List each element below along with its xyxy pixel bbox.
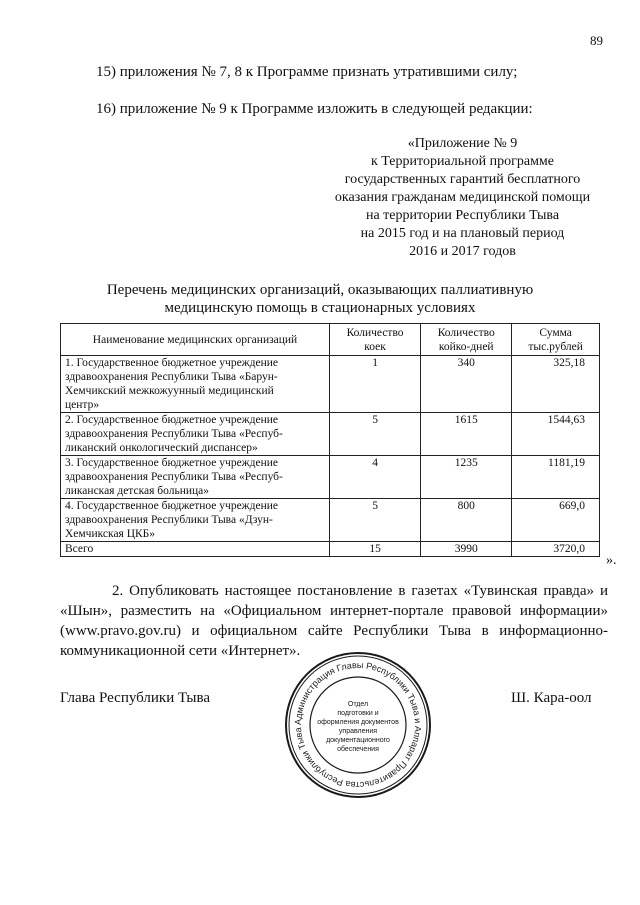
signature-name: Ш. Кара-оол bbox=[511, 690, 592, 706]
org-name-line: здравоохранения Республики Тыва «Дзун- bbox=[65, 514, 273, 526]
org-name-line: ликанский онкологический диспансер» bbox=[65, 442, 258, 454]
org-name-line: 4. Государственное бюджетное учреждение bbox=[65, 500, 278, 512]
org-name-line: здравоохранения Республики Тыва «Барун- bbox=[65, 371, 278, 383]
org-name-line: ликанская детская больница» bbox=[65, 485, 210, 497]
org-name-line: здравоохранения Республики Тыва «Респуб- bbox=[65, 471, 283, 483]
appendix-line: на 2015 год и на плановый период bbox=[360, 226, 565, 241]
sum-cell: 325,18 bbox=[512, 356, 600, 413]
appendix-line: 2016 и 2017 годов bbox=[409, 244, 516, 259]
list-title-line: Перечень медицинских организаций, оказывающих паллиативную bbox=[106, 282, 534, 298]
table-header-row bbox=[61, 324, 600, 356]
header-bed-days bbox=[421, 324, 512, 356]
org-name-line: здравоохранения Республики Тыва «Респуб- bbox=[65, 428, 283, 440]
bed-days-cell: 1235 bbox=[421, 456, 512, 499]
total-sum: 3720,0 bbox=[512, 542, 600, 557]
appendix-heading bbox=[300, 135, 625, 261]
stamp-ring-text: Администрация Главы Республики Тыва и Аппарат Правительства Республики Тыва bbox=[292, 659, 424, 791]
table-row bbox=[61, 413, 600, 456]
appendix-line: оказания гражданам медицинской помощи bbox=[334, 190, 591, 205]
appendix-line: на территории Республики Тыва bbox=[365, 208, 560, 223]
bed-days-cell: 340 bbox=[421, 356, 512, 413]
appendix-line: «Приложение № 9 bbox=[407, 136, 518, 151]
sum-cell: 1181,19 bbox=[512, 456, 600, 499]
closing-quote-mark: ». bbox=[606, 553, 617, 568]
stamp-center-line: управления bbox=[338, 728, 378, 735]
org-name-line: 3. Государственное бюджетное учреждение bbox=[65, 457, 278, 469]
header-name: Наименование медицинских организаций bbox=[61, 324, 330, 356]
sum-cell: 1544,63 bbox=[512, 413, 600, 456]
list-title bbox=[60, 281, 580, 317]
beds-cell: 1 bbox=[330, 356, 421, 413]
beds-cell: 5 bbox=[330, 499, 421, 542]
header-days-line: койко-дней bbox=[438, 340, 494, 353]
stamp-center-line: подготовки и bbox=[337, 710, 379, 717]
bed-days-cell: 1615 bbox=[421, 413, 512, 456]
org-name-line: 1. Государственное бюджетное учреждение bbox=[65, 357, 278, 369]
page-number: 89 bbox=[590, 33, 603, 48]
item-15: 15) приложения № 7, 8 к Программе признать утратившими силу; bbox=[96, 64, 518, 80]
publish-paragraph: 2. Опубликовать настоящее постановление в газетах «Тувинская правда» и «Шын», разместить на «Официальном интернет-портале правовой информации» (www.pravo.gov.ru) и официальном сайте Республики Тыва в информационно-коммуникационной сети «Интернет». bbox=[60, 583, 608, 659]
header-sum bbox=[512, 324, 600, 356]
org-name-cell bbox=[61, 499, 330, 542]
total-beds: 15 bbox=[330, 542, 421, 557]
item-16: 16) приложение № 9 к Программе изложить в следующей редакции: bbox=[96, 101, 533, 117]
org-name-line: Хемчикский межкожуунный медицинский bbox=[65, 385, 274, 397]
sum-cell: 669,0 bbox=[512, 499, 600, 542]
organizations-table bbox=[60, 323, 600, 557]
org-name-line: Хемчикская ЦКБ» bbox=[65, 528, 156, 540]
stamp-center-line: оформления документов bbox=[317, 719, 399, 726]
signature-position: Глава Республики Тыва bbox=[60, 690, 211, 706]
bed-days-cell: 800 bbox=[421, 499, 512, 542]
appendix-line: к Территориальной программе bbox=[370, 154, 555, 169]
org-name-cell bbox=[61, 356, 330, 413]
header-days-line: Количество bbox=[437, 326, 495, 339]
table-row bbox=[61, 456, 600, 499]
list-title-line: медицинскую помощь в стационарных условиях bbox=[164, 300, 476, 316]
official-stamp bbox=[283, 650, 433, 800]
org-name-line: центр» bbox=[65, 399, 100, 411]
stamp-center-line: документационного bbox=[326, 737, 390, 744]
beds-cell: 4 bbox=[330, 456, 421, 499]
beds-cell: 5 bbox=[330, 413, 421, 456]
table-row bbox=[61, 356, 600, 413]
table-total-row bbox=[61, 542, 600, 557]
table-row bbox=[61, 499, 600, 542]
total-bed-days: 3990 bbox=[421, 542, 512, 557]
stamp-center-line: Отдел bbox=[347, 701, 369, 708]
header-beds bbox=[330, 324, 421, 356]
header-sum-line: тыс.рублей bbox=[528, 340, 583, 353]
header-beds-line: коек bbox=[364, 340, 386, 353]
stamp-center-line: обеспечения bbox=[337, 746, 379, 753]
total-label: Всего bbox=[61, 542, 330, 557]
header-beds-line: Количество bbox=[346, 326, 404, 339]
org-name-cell bbox=[61, 456, 330, 499]
org-name-line: 2. Государственное бюджетное учреждение bbox=[65, 414, 278, 426]
header-sum-line: Сумма bbox=[539, 326, 572, 339]
org-name-cell bbox=[61, 413, 330, 456]
appendix-line: государственных гарантий бесплатного bbox=[344, 172, 581, 187]
